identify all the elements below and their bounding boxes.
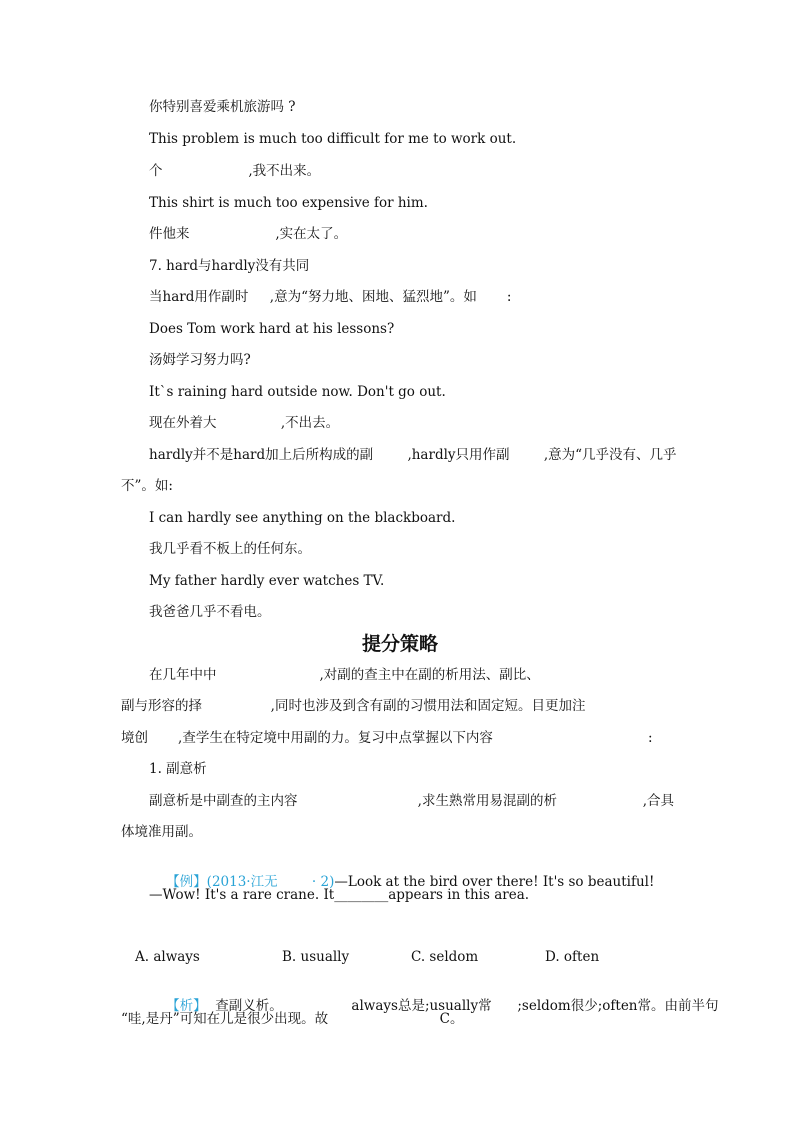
example-tag: 【例】 bbox=[166, 874, 207, 890]
text-line: This problem is much too difficult for me to work out. bbox=[149, 131, 517, 147]
text-line: My father hardly ever watches TV. bbox=[149, 573, 385, 589]
option-b: B. usually bbox=[282, 949, 350, 965]
option-a: A. always bbox=[135, 949, 200, 965]
text-line: 我几乎看不板上的任何东。 bbox=[149, 541, 311, 557]
text-line: 汤姆学习努力吗? bbox=[149, 352, 251, 368]
text-line: 不”。如: bbox=[121, 478, 173, 494]
text-line: 当hard用作副时 ,意为“努力地、困地、猛烈地”。如 : bbox=[149, 289, 512, 305]
text-line: 现在外着大 ,不出去。 bbox=[149, 415, 340, 431]
strategy-line: : bbox=[648, 730, 653, 746]
strategy-line: 在几年中中 ,对副的查主中在副的析用法、副比、 bbox=[149, 667, 540, 683]
text-line: 我爸爸几乎不看电。 bbox=[149, 604, 271, 620]
analysis-line-2: “哇,是丹”可知在儿是很少出现。故 C。 bbox=[121, 1011, 464, 1027]
text-line: 个 ,我不出来。 bbox=[149, 163, 321, 179]
analysis-text: 查副义析。 always总是;usually常 ;seldom很少;often常。由前半句 bbox=[206, 998, 719, 1014]
text-line: Does Tom work hard at his lessons? bbox=[149, 321, 395, 337]
strategy-line: 副意析是中副查的主内容 ,求生熟常用易混副的析 ,合具 bbox=[149, 793, 675, 809]
text-line: hardly并不是hard加上后所构成的副 ,hardly只用作副 ,意为“几乎没有、几乎 bbox=[149, 447, 677, 463]
text-line: 7. hard与hardly没有共同 bbox=[149, 258, 310, 274]
strategy-heading: 1. 副意析 bbox=[149, 761, 207, 777]
strategy-line: 体境准用副。 bbox=[121, 824, 202, 840]
option-c: C. seldom bbox=[411, 949, 479, 965]
text-line: 件他来 ,实在太了。 bbox=[149, 226, 348, 242]
example-source: (2013·江无 · 2) bbox=[206, 874, 335, 890]
analysis-tag: 【析】 bbox=[166, 998, 207, 1014]
example-reply: —Wow! It's a rare crane. It________appears in this area. bbox=[149, 887, 530, 903]
text-line: It`s raining hard outside now. Don't go out. bbox=[149, 384, 446, 400]
section-title: 提分策略 bbox=[361, 633, 438, 655]
text-line: 你特别喜爱乘机旅游吗 ? bbox=[149, 99, 296, 115]
text-line: This shirt is much too expensive for him. bbox=[149, 195, 428, 211]
text-line: I can hardly see anything on the blackboard. bbox=[149, 510, 456, 526]
example-question: —Look at the bird over there! It's so beautiful! bbox=[334, 874, 655, 890]
strategy-line: 副与形容的择 ,同时也涉及到含有副的习惯用法和固定短。目更加注 bbox=[121, 698, 586, 714]
strategy-line: 境创 ,查学生在特定境中用副的力。复习中点掌握以下内容 bbox=[121, 730, 493, 746]
option-d: D. often bbox=[545, 949, 600, 965]
